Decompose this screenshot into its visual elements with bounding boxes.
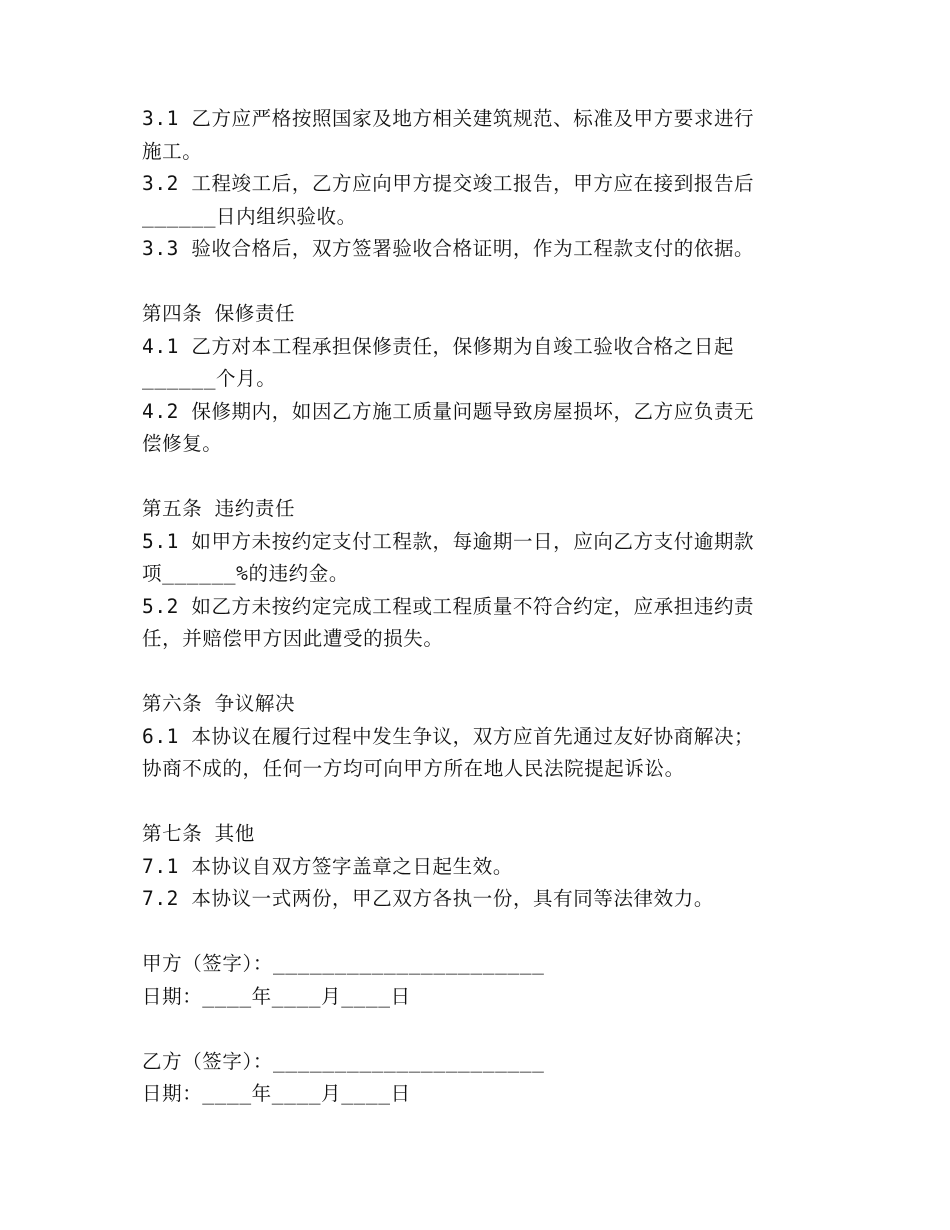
clause-6-1-line-1: 6.1 本协议在履行过程中发生争议，双方应首先通过友好协商解决；	[142, 724, 755, 748]
party-b-signature-line: 乙方（签字）：______________________	[142, 1049, 545, 1073]
party-b-date-line: 日期：____年____月____日	[142, 1082, 411, 1105]
clause-4-2-line-2: 偿修复。	[142, 432, 223, 455]
clause-3-2-line-2: ______日内组织验收。	[142, 204, 357, 228]
spacer	[142, 786, 802, 819]
spacer	[142, 461, 802, 494]
clause-3-1-line-2: 施工。	[142, 139, 203, 163]
article-6-heading: 第六条 争议解决	[142, 692, 296, 715]
spacer	[142, 1013, 802, 1046]
party-a-signature-line: 甲方（签字）：______________________	[142, 952, 545, 975]
clause-5-2-line-2: 任，并赔偿甲方因此遭受的损失。	[142, 627, 444, 650]
clause-6-1-line-2: 协商不成的，任何一方均可向甲方所在地人民法院提起诉讼。	[142, 757, 685, 780]
spacer	[142, 656, 802, 689]
clause-5-1-line-2: 项______%的违约金。	[142, 562, 349, 585]
clause-7-1: 7.1 本协议自双方签字盖章之日起生效。	[142, 854, 513, 878]
clause-3-1-line-1: 3.1 乙方应严格按照国家及地方相关建筑规范、标准及甲方要求进行	[142, 107, 755, 130]
clause-5-2-line-1: 5.2 如乙方未按约定完成工程或工程质量不符合约定，应承担违约责	[142, 594, 755, 618]
party-a-date-line: 日期：____年____月____日	[142, 984, 411, 1008]
clause-3-3: 3.3 验收合格后，双方签署验收合格证明，作为工程款支付的依据。	[142, 237, 755, 260]
clause-4-1-line-1: 4.1 乙方对本工程承担保修责任，保修期为自竣工验收合格之日起	[142, 334, 735, 358]
clause-4-1-line-2: ______个月。	[142, 367, 277, 390]
article-4-heading: 第四条 保修责任	[142, 302, 296, 325]
clause-3-2-line-1: 3.2 工程竣工后，乙方应向甲方提交竣工报告，甲方应在接到报告后	[142, 172, 755, 195]
clause-7-2: 7.2 本协议一式两份，甲乙双方各执一份，具有同等法律效力。	[142, 887, 714, 910]
contract-page	[142, 103, 802, 1111]
clause-5-1-line-1: 5.1 如甲方未按约定支付工程款，每逾期一日，应向乙方支付逾期款	[142, 529, 755, 553]
spacer	[142, 266, 802, 299]
clause-4-2-line-1: 4.2 保修期内，如因乙方施工质量问题导致房屋损坏，乙方应负责无	[142, 399, 755, 423]
article-7-heading: 第七条 其他	[142, 822, 255, 845]
spacer	[142, 916, 802, 949]
article-5-heading: 第五条 违约责任	[142, 497, 296, 520]
